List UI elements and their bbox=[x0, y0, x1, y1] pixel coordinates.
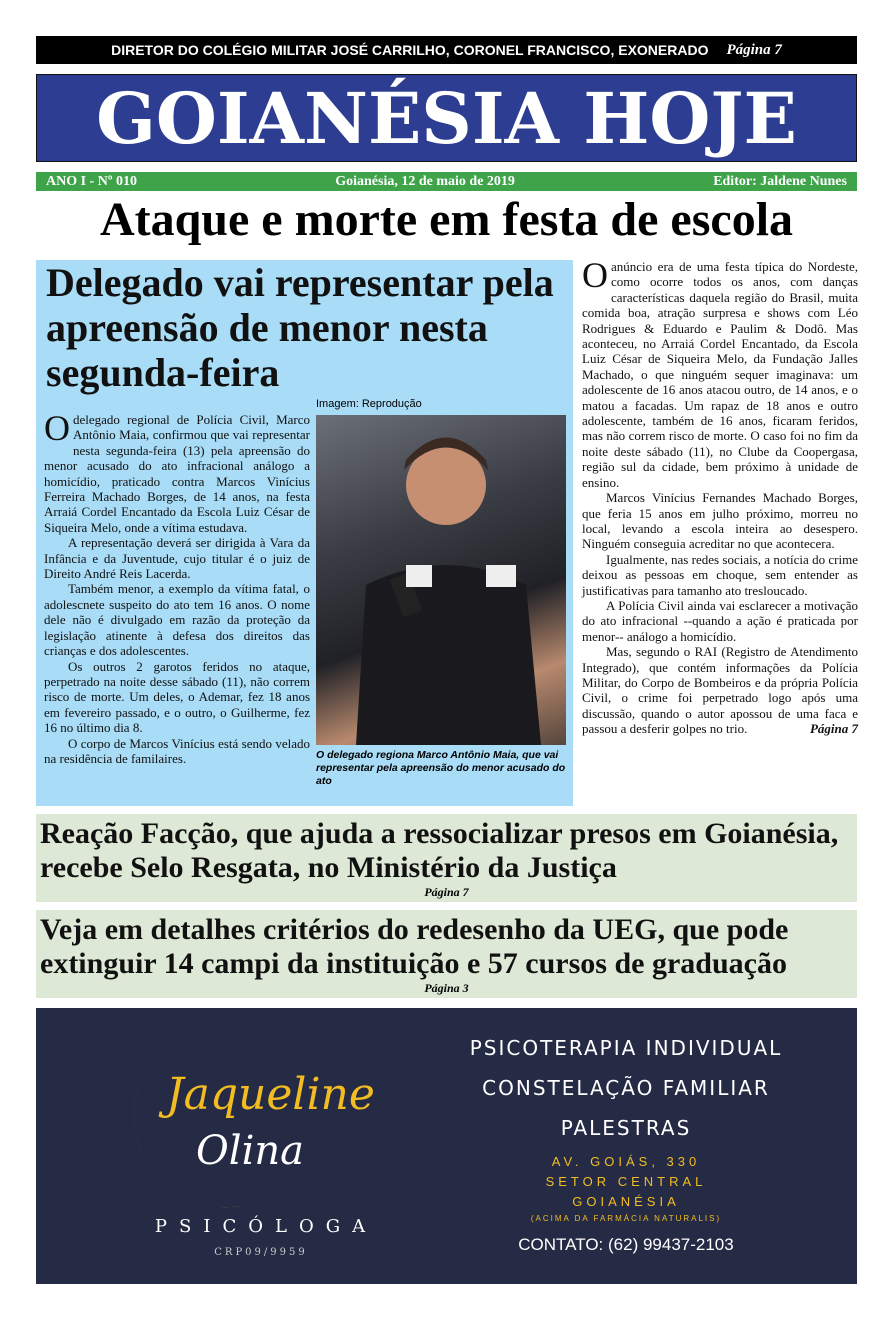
address-note: (ACIMA DA FARMÁCIA NATURALIS) bbox=[530, 1214, 722, 1223]
teaser-page-ref: Página 7 bbox=[424, 885, 469, 899]
masthead: GOIANÉSIA HOJE bbox=[36, 74, 857, 162]
paragraph: Mas, segundo o RAI (Registro de Atendimento Integrado), que contém informações da Polícia Militar, do Corpo de Bombeiros e da própria Polícia Civil, o crime foi perpetrado logo após uma discussão, quando o autor apossou de uma faca e passou a desferir golpes no trio. bbox=[582, 644, 858, 737]
crp: CRP09/9959 bbox=[214, 1247, 308, 1258]
right-story-body bbox=[582, 255, 858, 737]
story-title: Delegado vai representar pela apreensão de menor nesta segunda-feira bbox=[46, 260, 554, 395]
editor: Editor: Jaldene Nunes bbox=[713, 173, 847, 189]
teaser-box[interactable] bbox=[36, 910, 857, 998]
drop-cap: O bbox=[44, 408, 70, 448]
main-headline: Ataque e morte em festa de escola bbox=[99, 193, 794, 246]
top-banner[interactable] bbox=[36, 36, 857, 64]
paragraph: A Polícia Civil ainda vai esclarecer a motivação do ato infracional --quando a ação é praticada por menor-- análogo a homicídio. bbox=[582, 597, 858, 644]
paragraph: Igualmente, nas redes sociais, a notícia do crime deixou as pessoas em choque, sem entender as justificativas para tamanho ato tresloucado. bbox=[582, 551, 858, 598]
top-banner-page-ref: Página 7 bbox=[726, 41, 782, 58]
paragraph: Marcos Vinícius Fernandes Machado Borges, que feria 15 anos em julho próximo, morreu no local, levando a escola inteira ao desespero. Ninguém conseguia acreditar no que acontecera. bbox=[582, 490, 858, 552]
teaser-page-ref: Página 3 bbox=[424, 981, 469, 995]
paragraph: delegado regional de Polícia Civil, Marco Antônio Maia, confirmou que vai representar nesta segunda-feira (13) pela apreensão do menor acusado do ato infracional análogo a homicídio, praticado contra Marcos Vinícius Ferreira Machado Borges, de 14 anos, na festa Arraiá Cordel Encantado da Escola Luiz César de Siqueira Melo, onde a vítima estudava. bbox=[44, 412, 310, 535]
delegate-photo-illustration bbox=[316, 415, 566, 745]
paragraph: anúncio era de uma festa típica do Nordeste, como ocorre todos os anos, com danças características daquela região do Brasil, muita comida boa, atração surpresa e shows com Léo Rodrigues & Eduardo e Paulim & Dodô. Mas aconteceu, no Arraiá Cordel Encantado, da Escola Luiz César de Siqueira Melo, da Fundação Jalles Machado, o que ninguém sequer imaginava: um adolescente de 16 anos atacou outro, de 14 anos, e o matou a facadas. Um rapaz de 18 anos e outro adolescente, também de 16 anos, ficaram feridos, mas não correm risco de morte. O caso foi no fim da noite deste sábado (11), no Clube da Coopergasa, região sul da cidade, bem próximo à unidade de ensino. bbox=[582, 259, 858, 490]
contact: CONTATO: (62) 99437-2103 bbox=[518, 1235, 734, 1254]
left-story bbox=[36, 260, 573, 806]
profession: PSICÓLOGA bbox=[154, 1216, 378, 1237]
image-credit: Imagem: Reprodução bbox=[316, 398, 422, 410]
edition: ANO I - Nº 010 bbox=[46, 173, 137, 189]
photo-caption: O delegado regiona Marco Antônio Maia, que vai representar pela apreensão do menor acusado do ato bbox=[316, 749, 566, 787]
page-ref[interactable]: Página 7 bbox=[809, 721, 858, 737]
advertisement[interactable] bbox=[36, 1008, 857, 1284]
story-body bbox=[44, 408, 310, 766]
logo-first-name: Jaqueline bbox=[166, 1069, 375, 1120]
paragraph: A representação deverá ser dirigida à Vara da Infância e da Juventude, cujo titular é o juiz de Direito André Reis Lacerda. bbox=[44, 535, 310, 582]
paragraph: Também menor, a exemplo da vítima fatal, o adolescnete suspeito do ato tem 16 anos. O nome dele não é divulgado em razão da proteção da legislação atinente à defesa dos direitos das crianças e dos adolescentes. bbox=[44, 581, 310, 659]
drop-cap: O bbox=[582, 255, 608, 295]
story-photo[interactable] bbox=[316, 415, 566, 745]
address-line: SETOR CENTRAL bbox=[545, 1174, 707, 1189]
service: PALESTRAS bbox=[560, 1116, 692, 1140]
teaser-box[interactable] bbox=[36, 814, 857, 902]
service: CONSTELAÇÃO FAMILIAR bbox=[482, 1076, 770, 1100]
teaser-title: Veja em detalhes critérios do redesenho da UEG, que pode extinguir 14 campi da instituição e 57 cursos de graduação bbox=[40, 913, 789, 980]
top-banner-text: DIRETOR DO COLÉGIO MILITAR JOSÉ CARRILHO, CORONEL FRANCISCO, EXONERADO bbox=[111, 42, 709, 58]
address-line: AV. GOIÁS, 330 bbox=[551, 1154, 701, 1169]
address-line: GOIANÉSIA bbox=[572, 1194, 680, 1209]
date: Goianésia, 12 de maio de 2019 bbox=[335, 173, 515, 189]
logo-last-name: Olina bbox=[196, 1128, 304, 1174]
paragraph: O corpo de Marcos Vinícius está sendo velado na residência de familaires. bbox=[44, 735, 310, 766]
service: PSICOTERAPIA INDIVIDUAL bbox=[469, 1036, 783, 1060]
paragraph: Os outros 2 garotos feridos no ataque, perpetrado na noite desse sábado (11), não correm risco de morte. Um deles, o Ademar, fez 18 anos em fevereiro passado, e o outro, o Guilherme, fez 16 no último dia 8. bbox=[44, 658, 310, 736]
info-bar bbox=[36, 172, 857, 191]
teaser-title: Reação Facção, que ajuda a ressocializar presos em Goianésia, recebe Selo Resgata, no Ministério da Justiça bbox=[40, 817, 839, 884]
